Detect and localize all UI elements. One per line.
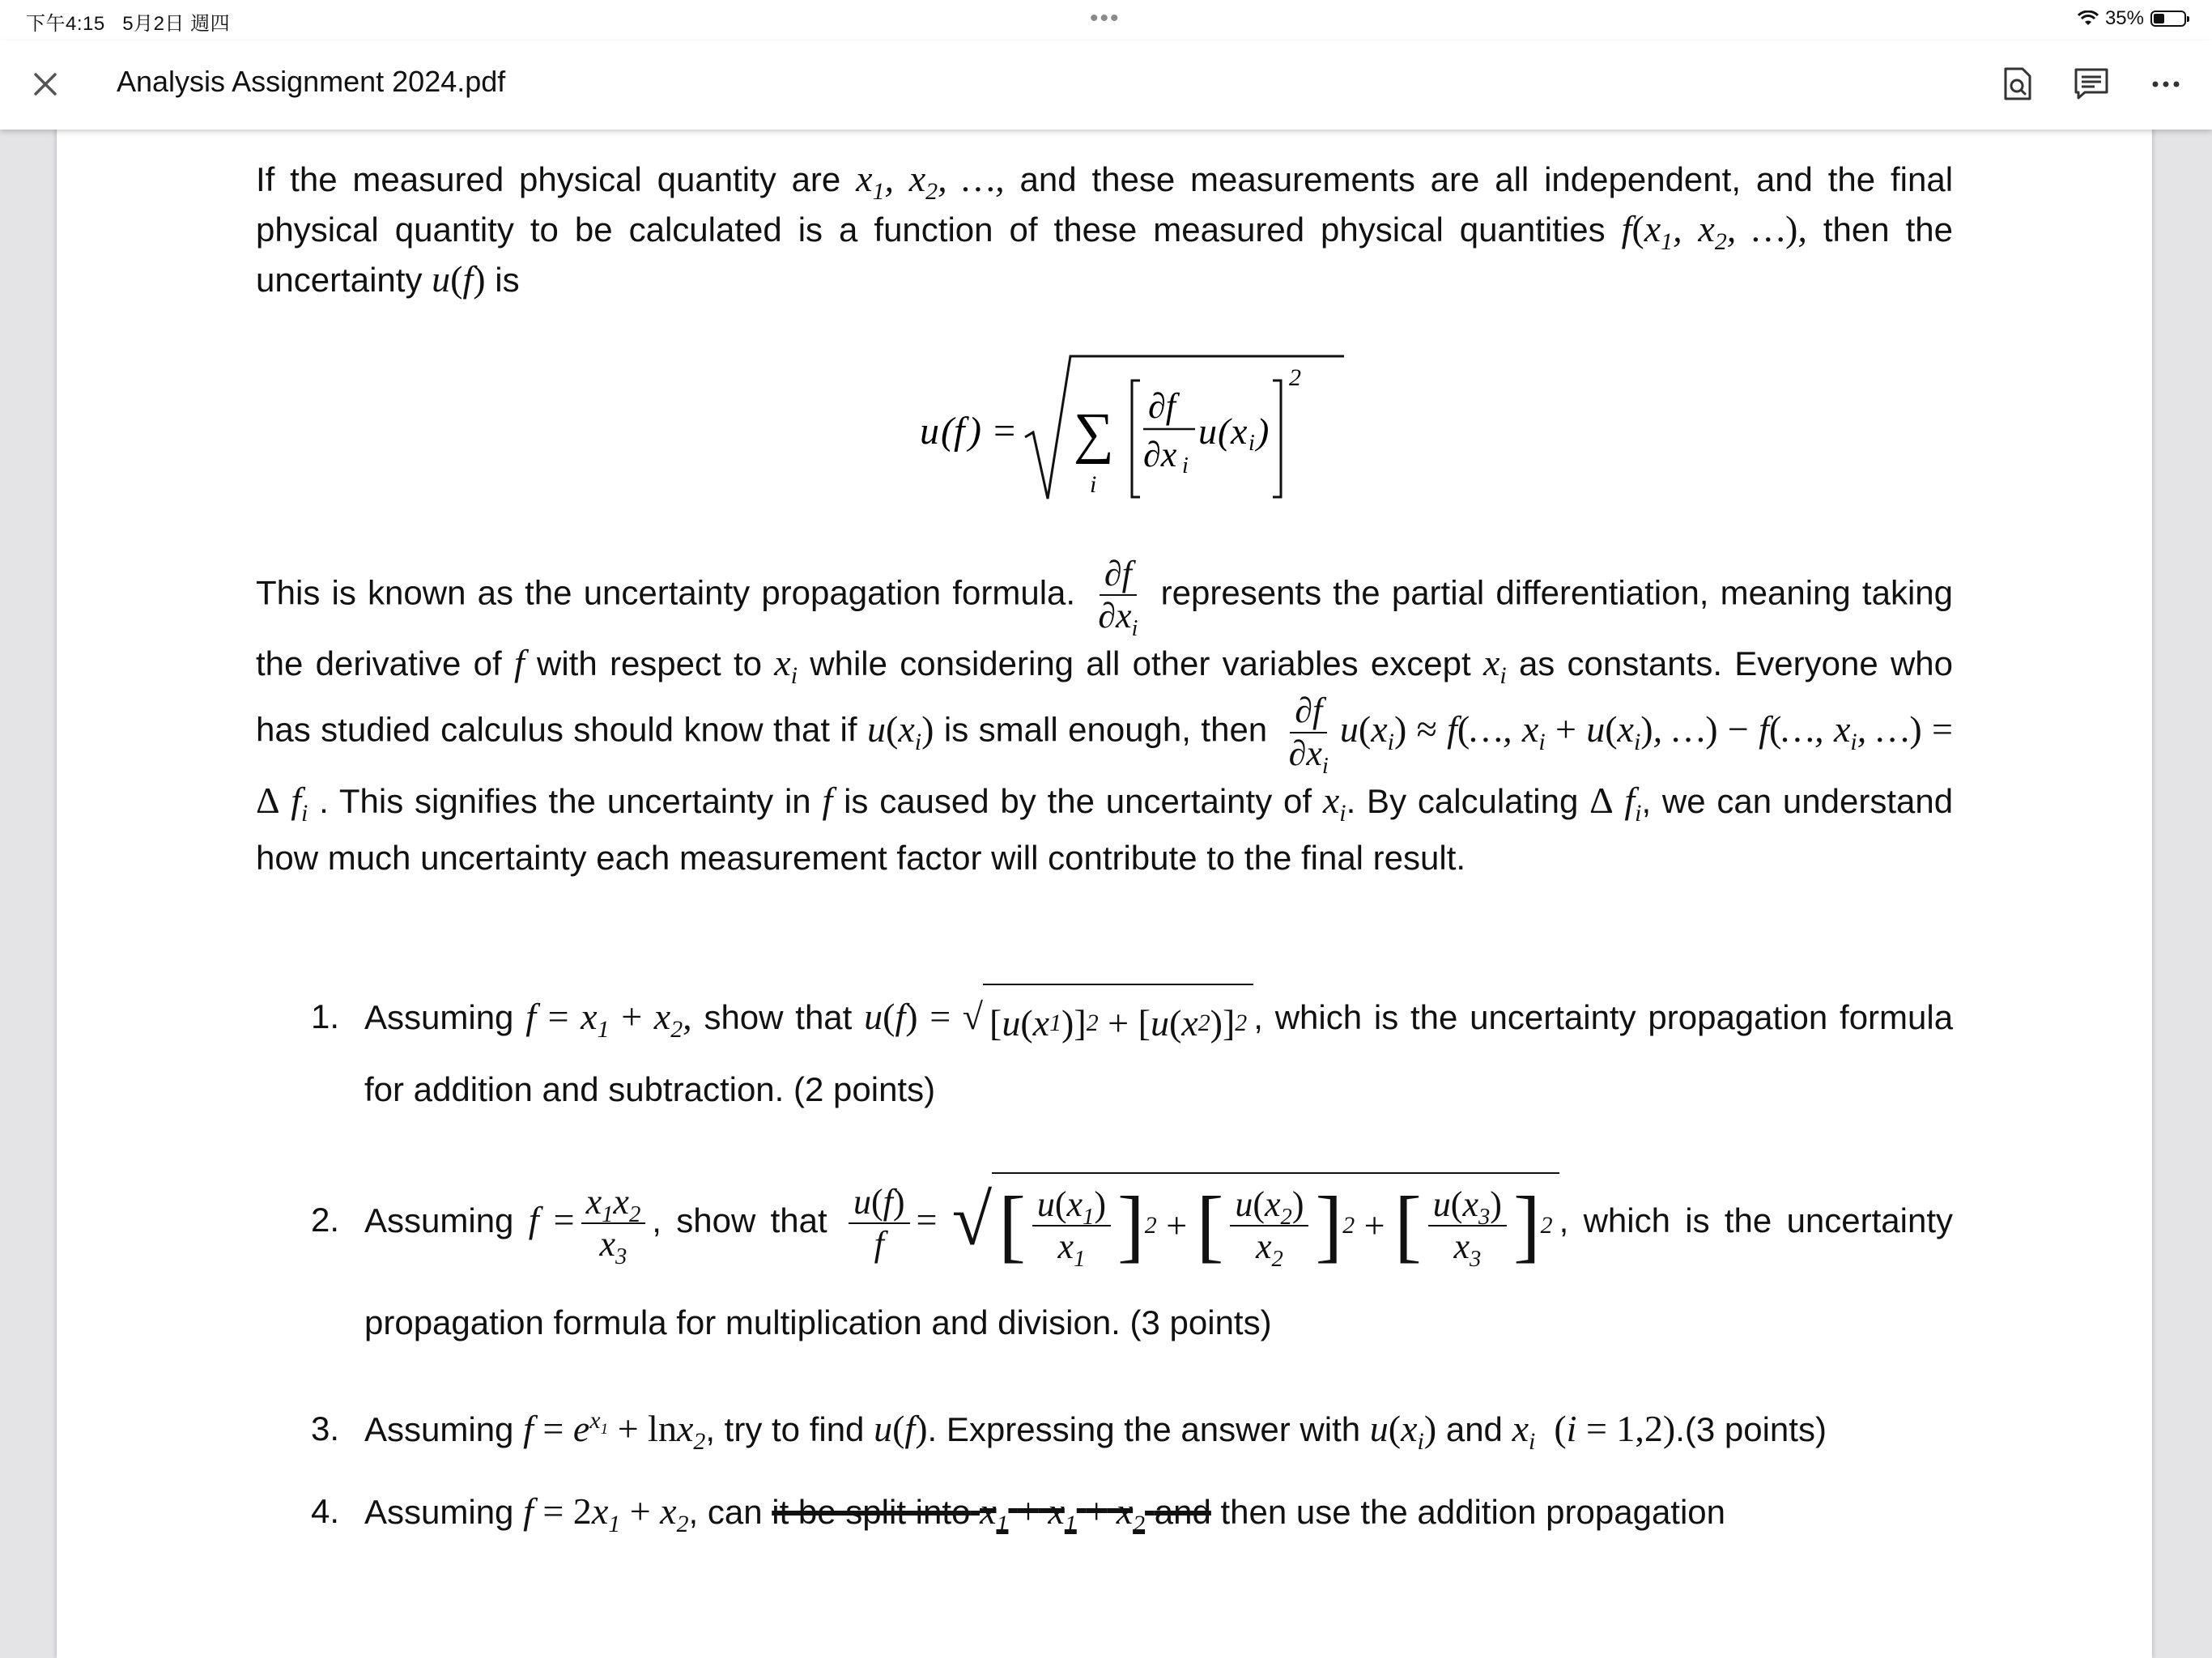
spacer [256, 1371, 1953, 1404]
math-u-xi: $u(x_i)$ [1369, 1408, 1437, 1456]
paragraph-intro [256, 154, 1953, 304]
q2-text-a: Assuming [364, 1201, 514, 1240]
svg-text:f: f [954, 410, 965, 453]
p1-text-d: is [495, 261, 520, 299]
p2-text-f: is small enough, then [943, 710, 1268, 749]
question-number: 1. [311, 997, 340, 1035]
question-4 [306, 1486, 1953, 1537]
status-time [26, 7, 230, 36]
math-u-f: u(f) [874, 1408, 928, 1450]
uncertainty-formula [256, 353, 1953, 515]
search-document-button[interactable] [1993, 60, 2042, 108]
svg-text:=: = [991, 410, 1018, 453]
q2-text-c: , which is the uncertainty propagation formula for multiplication and division. (3 points) [364, 1201, 1954, 1342]
p1-text-a: If the measured physical quantity are [256, 160, 841, 198]
math-xi: $x_i$ [1482, 642, 1507, 690]
question-number: 3. [311, 1409, 340, 1448]
time-text: 下午4:15 [26, 13, 105, 35]
spacer [256, 1454, 1953, 1486]
question-2: 2. Assuming f = $\frac{x_1x_2}{x_3}$ , show that $\frac{u(f)}{f}$ = √ [ $\frac{u(x_1)}{x_1}$ ] 2 + [ $\frac{u(x_2)}{x_2}$ ] 2 + [ $\frac{u(x_3)}{x_3}$ ] 2 , which is the uncertainty propagation formula for multiplication and division. (3 points) [306, 1171, 1953, 1371]
p2-text-e: as constants. Everyone who has studied calculus should know that if [256, 644, 1954, 749]
question-number: 2. [311, 1201, 340, 1239]
battery-icon [2150, 11, 2186, 27]
math-equals: = [916, 1199, 938, 1241]
more-button[interactable] [2142, 60, 2190, 108]
math-u-xi: $u(x_i)$ [867, 708, 934, 755]
search-document-icon [2002, 66, 2033, 102]
p2-text-g: . This signifies the uncertainty in [319, 781, 811, 820]
q1-text-c: , which is the uncertainty propagation formula for addition and subtraction. (2 points) [364, 997, 1954, 1109]
math-fraction-x1x2-x3: $\frac{x_1x_2}{x_3}$ [581, 1184, 646, 1263]
p1-text-b: and these measurements are all independent, and the final physical quantity to be calculated is a function of these measured physical quantities [256, 160, 1954, 249]
uncertainty-formula-graphic [920, 353, 1373, 515]
pdf-toolbar [0, 40, 2212, 130]
math-fraction-uf-f: $\frac{u(f)}{f}$ [849, 1184, 910, 1263]
p2-text-h: is caused by the uncertainty of [844, 781, 1312, 820]
question-number: 4. [311, 1492, 340, 1531]
struck-text [772, 1490, 1211, 1538]
battery-percent: 35% [2104, 7, 2144, 29]
more-icon [2151, 80, 2180, 88]
math-f-2x1-x2: $f = 2x_1 + x_2$ [523, 1490, 689, 1538]
document-title: Analysis Assignment 2024.pdf [117, 65, 506, 98]
p2-text-d: while considering all other variables except [810, 644, 1471, 683]
comment-button[interactable] [2067, 60, 2116, 108]
wifi-icon [2078, 11, 2099, 27]
comment-icon [2074, 67, 2109, 101]
svg-text:2: 2 [1289, 364, 1301, 391]
math-xi: $x_i$ [1322, 779, 1346, 827]
q2-text-b: show that [676, 1201, 827, 1240]
math-xi-range: $x_i$ (i = 1,2) [1512, 1408, 1676, 1456]
math-x-sequence: $x_1$, $x_2$, …, [856, 158, 1005, 206]
svg-text:u: u [1198, 410, 1217, 452]
battery-fill [2154, 14, 2164, 23]
svg-text:∑: ∑ [1074, 402, 1114, 465]
date-text: 5月2日 週四 [122, 13, 231, 35]
p2-text-j: , we can understand how much uncertainty each measurement factor will contribute to the final result. [256, 781, 1954, 877]
close-button[interactable] [24, 63, 66, 105]
svg-text:∂f: ∂f [1148, 386, 1176, 426]
p2-text-i: . By calculating [1346, 781, 1579, 820]
page-content [256, 154, 1953, 1537]
math-partial-fraction: $\frac{\partial f}{\partial x_i}$ [1288, 691, 1329, 779]
q4-text-e: then use the addition propagation [1220, 1493, 1726, 1532]
question-3 [306, 1404, 1953, 1454]
paragraph-explanation [256, 555, 1953, 886]
svg-text:): ) [968, 410, 981, 453]
p1-text-c: then the uncertainty [256, 210, 1954, 299]
svg-text:x: x [1231, 410, 1248, 452]
question-1 [306, 984, 1953, 1123]
svg-text:(: ( [941, 410, 954, 453]
q1-text-b: show that [704, 997, 853, 1036]
p2-text-b: represents the partial differentiation, meaning taking the derivative of [256, 573, 1954, 683]
math-approximation: $u(x_i)$ ≈ f(…, $x_i + u(x_i)$, …) − f(…, $x_i$, …) = Δ $f_i$ [256, 708, 1953, 827]
q4-text-b: , can [688, 1493, 763, 1532]
math-f-of-x: $f(x_1$, $x_2$, …), [1621, 208, 1807, 256]
q3-text-a: Assuming [364, 1410, 514, 1449]
svg-text:): ) [1257, 410, 1270, 452]
svg-text:i: i [1090, 471, 1097, 498]
q3-text-d: and [1445, 1410, 1503, 1449]
p2-text-c: with respect to [537, 644, 762, 683]
spacer [256, 1123, 1953, 1171]
status-bar [0, 0, 2212, 40]
multitask-dots-icon[interactable]: ••• [1090, 5, 1121, 32]
math-x1-x1-x2: $x_1 + x_1 + x_2$ [980, 1490, 1146, 1538]
svg-text:u: u [920, 410, 939, 453]
q3-text-b: , try to find [705, 1410, 865, 1449]
q4-text-a: Assuming [364, 1493, 514, 1532]
math-xi: $x_i$ [774, 642, 798, 690]
math-f-product: f = [528, 1199, 575, 1241]
pdf-page[interactable] [57, 121, 2152, 1658]
math-u-f: u(f) [432, 258, 486, 300]
math-partial-fraction: $\frac{\partial f}{\partial x_i}$ [1098, 554, 1138, 641]
status-right [2078, 7, 2186, 30]
math-f-exp-ln: $f = e^{x_1} + \ln x_2$ [523, 1406, 706, 1456]
svg-text:(: ( [1218, 410, 1231, 452]
math-u-f-sum-formula: u(f) = √ [ u ( x 1 ) ] 2 + [ u ( x 2 ) ] 2 [864, 996, 1253, 1037]
svg-text:i: i [1249, 431, 1255, 456]
q3-text-e: .(3 points) [1675, 1410, 1827, 1449]
math-f: f [513, 642, 525, 684]
spacer [256, 886, 1953, 984]
q4-text-d: and [1154, 1493, 1211, 1532]
q1-text-a: Assuming [364, 997, 514, 1036]
math-relative-uncertainty-root: √ [ $\frac{u(x_1)}{x_1}$ ] 2 + [ $\frac{u(x_2)}{x_2}$ ] 2 + [ $\frac{u(x_3)}{x_3}$ ] 2 [952, 1172, 1559, 1274]
svg-text:i: i [1182, 453, 1189, 478]
close-icon [32, 71, 58, 97]
math-f: f [822, 779, 833, 821]
svg-text:∂x: ∂x [1143, 435, 1177, 474]
p2-text-a: This is known as the uncertainty propagation formula. [256, 573, 1076, 612]
q4-text-c: it be split into [772, 1493, 971, 1532]
math-delta-fi: Δ $f_i$ [1589, 779, 1642, 827]
battery-nub [2187, 16, 2189, 22]
q3-text-c: . Expressing the answer with [927, 1410, 1361, 1449]
math-f-sum: $f = x_1 + x_2$, [525, 995, 692, 1043]
